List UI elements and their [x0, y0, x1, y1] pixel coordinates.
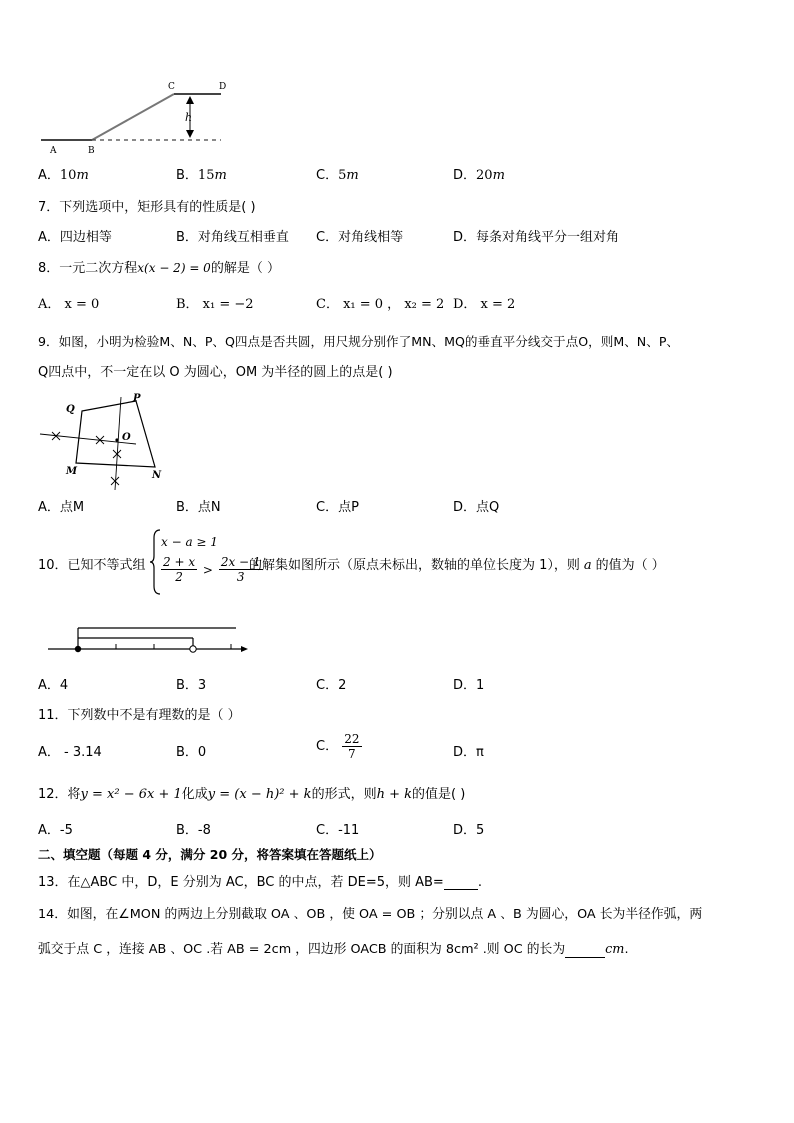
q8-option-d[interactable]: D． x = 2: [453, 297, 516, 312]
q7-option-c[interactable]: C．对角线相等: [316, 230, 404, 245]
q12-option-b[interactable]: B．-8: [176, 823, 211, 838]
q9-option-c[interactable]: C．点P: [316, 500, 359, 515]
q11-option-c[interactable]: C． $\frac{22}{7}$: [316, 732, 360, 761]
section-title-fill-in: 二、填空题（每题 4 分，满分 20 分，将答案填在答题纸上）: [38, 847, 382, 862]
q7-option-a[interactable]: A．四边相等: [38, 230, 112, 245]
label-c: C: [168, 82, 175, 92]
q11-stem: 11．下列数中不是有理数的是（ ）: [38, 708, 241, 723]
label-p: P: [133, 393, 141, 404]
q9-option-d[interactable]: D．点Q: [453, 500, 500, 515]
q12-option-a[interactable]: A．-5: [38, 823, 73, 838]
q12-stem: 12．将y = x² − 6x + 1化成y = (x − h)² + k的形式，则h + k的值是( ): [38, 787, 466, 802]
q14-answer-blank[interactable]: [565, 944, 605, 958]
q7-option-b[interactable]: B．对角线互相垂直: [176, 230, 289, 245]
q9-option-a[interactable]: A．点M: [38, 500, 85, 515]
label-h: h: [185, 111, 193, 124]
label-m: M: [66, 466, 78, 477]
label-b: B: [88, 146, 95, 156]
q8-option-b[interactable]: B． x₁ = −2: [176, 297, 254, 312]
q9-stem-line1: 9．如图，小明为检验M、N、P、Q四点是否共圆，用尺规分别作了MN、MQ的垂直平分线交于点O，则M、N、P、: [38, 334, 680, 349]
q14-stem-line2: 弧交于点 C ，连接 AB 、OC .若 AB = 2cm ，四边形 OACB 的面积为 8cm² .则 OC 的长为 cm.: [38, 942, 629, 957]
q10-option-b[interactable]: B．3: [176, 678, 207, 693]
q8-equation: x(x − 2) = 0: [137, 261, 211, 275]
q10-option-d[interactable]: D．1: [453, 678, 485, 693]
q6-option-b[interactable]: B．15m: [176, 168, 227, 183]
slope-figure: [38, 78, 238, 160]
q10-prefix: 10．已知不等式组: [38, 558, 146, 573]
label-d: D: [219, 82, 227, 92]
label-a: A: [50, 146, 57, 156]
label-q: Q: [66, 404, 75, 415]
q13-stem: 13．在△ABC 中，D，E 分别为 AC，BC 的中点，若 DE=5，则 AB= .: [38, 875, 482, 890]
label-o: O: [122, 432, 131, 443]
q8-option-a[interactable]: A． x = 0: [38, 297, 100, 312]
q12-option-c[interactable]: C．-11: [316, 823, 360, 838]
q11-option-b[interactable]: B．0: [176, 745, 207, 760]
q6-option-c[interactable]: C．5m: [316, 168, 359, 183]
q14-stem-line1: 14．如图，在∠MON 的两边上分别截取 OA 、OB ，使 OA = OB ；分别以点 A 、B 为圆心，OA 长为半径作弧，两: [38, 907, 703, 922]
q11-option-d[interactable]: D．π: [453, 745, 484, 760]
q9-stem-line2: Q四点中，不一定在以 O 为圆心，OM 为半径的圆上的点是( ): [38, 365, 393, 380]
q11-option-a[interactable]: A． - 3.14: [38, 745, 102, 760]
q10-inequality-1: x − a ≥ 1: [161, 535, 218, 549]
q10-option-c[interactable]: C．2: [316, 678, 347, 693]
q7-option-d[interactable]: D．每条对角线平分一组对角: [453, 230, 620, 245]
q6-option-a[interactable]: A．10m: [38, 168, 89, 183]
q6-option-d[interactable]: D．20m: [453, 168, 505, 183]
q10-option-a[interactable]: A．4: [38, 678, 69, 693]
q12-option-d[interactable]: D．5: [453, 823, 485, 838]
number-line-figure: [46, 622, 252, 658]
q10-suffix: 的解集如图所示（原点未标出，数轴的单位长度为 1），则 a 的值为（ ）: [249, 558, 665, 573]
label-n: N: [152, 470, 162, 481]
q8-stem: 8．一元二次方程x(x − 2) = 0的解是（ ）: [38, 261, 280, 276]
q10-inequality-2: $\frac{2 + x}{2}$ > $\frac{2x - 1}{3}$: [163, 555, 261, 584]
q7-stem: 7．下列选项中，矩形具有的性质是( ): [38, 200, 256, 215]
quadrilateral-figure: [38, 392, 178, 492]
q8-option-c[interactable]: C． x₁ = 0 ， x₂ = 2: [316, 297, 445, 312]
q13-answer-blank[interactable]: [444, 876, 478, 890]
q9-option-b[interactable]: B．点N: [176, 500, 221, 515]
